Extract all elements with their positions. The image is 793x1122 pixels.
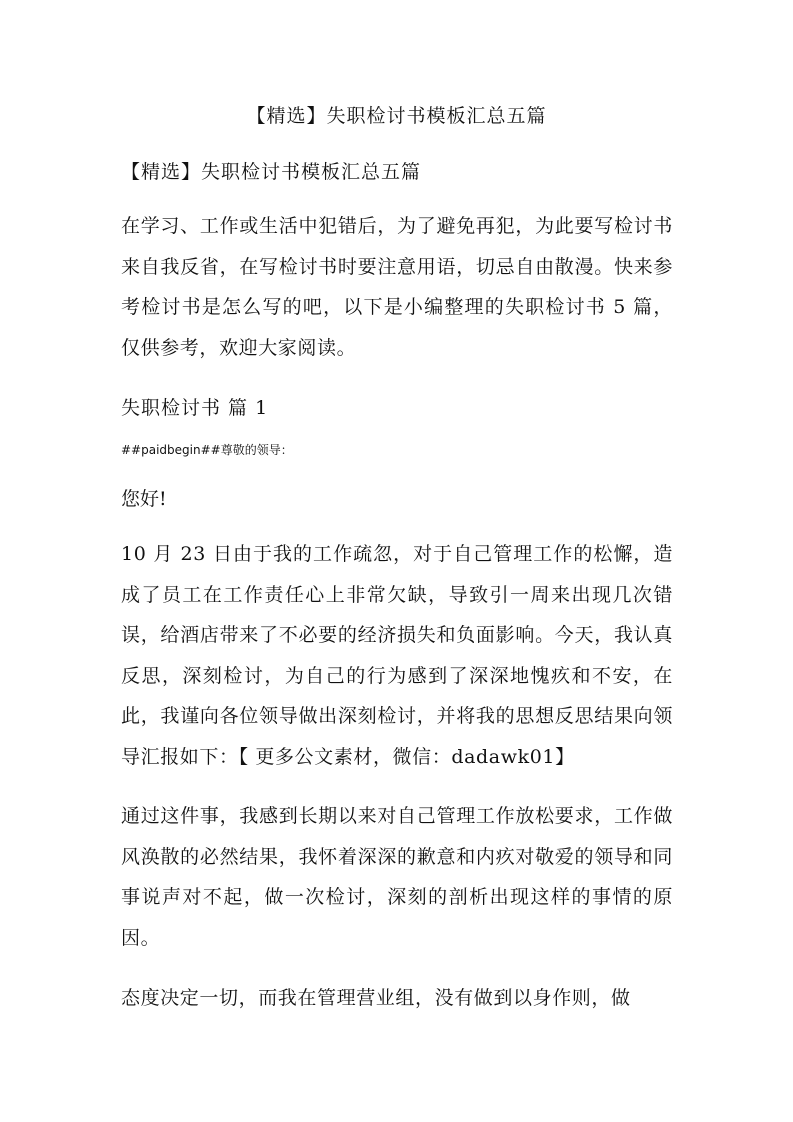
body-paragraph: 态度决定一切，而我在管理营业组，没有做到以身作则，做 [121,987,631,1009]
salutation: 您好! [121,488,167,510]
document-subtitle: 【精选】失职检讨书模板汇总五篇 [121,161,422,183]
body-paragraph: 10 月 23 日由于我的工作疏忽，对于自己管理工作的松懈，造成了员工在工作责任心上非常欠缺，导致引一周来出现几次错误，给酒店带来了不必要的经济损失和负面影响。今天，我认真反思，深刻检讨，为自己的行为感到了深深地愧疚和不安，在此，我谨向各位领导做出深刻检讨，并将我的思想反思结果向领导汇报如下：【 更多公文素材，微信：dadawk01】 [121,543,673,768]
paid-marker-line: ##paidbegin##尊敬的领导： [121,443,293,457]
section-heading: 失职检讨书 篇 1 [121,397,269,419]
intro-paragraph: 在学习、工作或生活中犯错后，为了避免再犯，为此要写检讨书来自我反省，在写检讨书时要注意用语，切忌自由散漫。快来参考检讨书是怎么写的吧，以下是小编整理的失职检讨书 5 篇，仅供参考，欢迎大家阅读。 [121,215,673,359]
body-paragraph: 通过这件事，我感到长期以来对自己管理工作放松要求，工作做风涣散的必然结果，我怀着深深的歉意和内疚对敬爱的领导和同事说声对不起，做一次检讨，深刻的剖析出现这样的事情的原因。 [121,805,673,949]
document-title: 【精选】失职检讨书模板汇总五篇 [246,105,547,127]
